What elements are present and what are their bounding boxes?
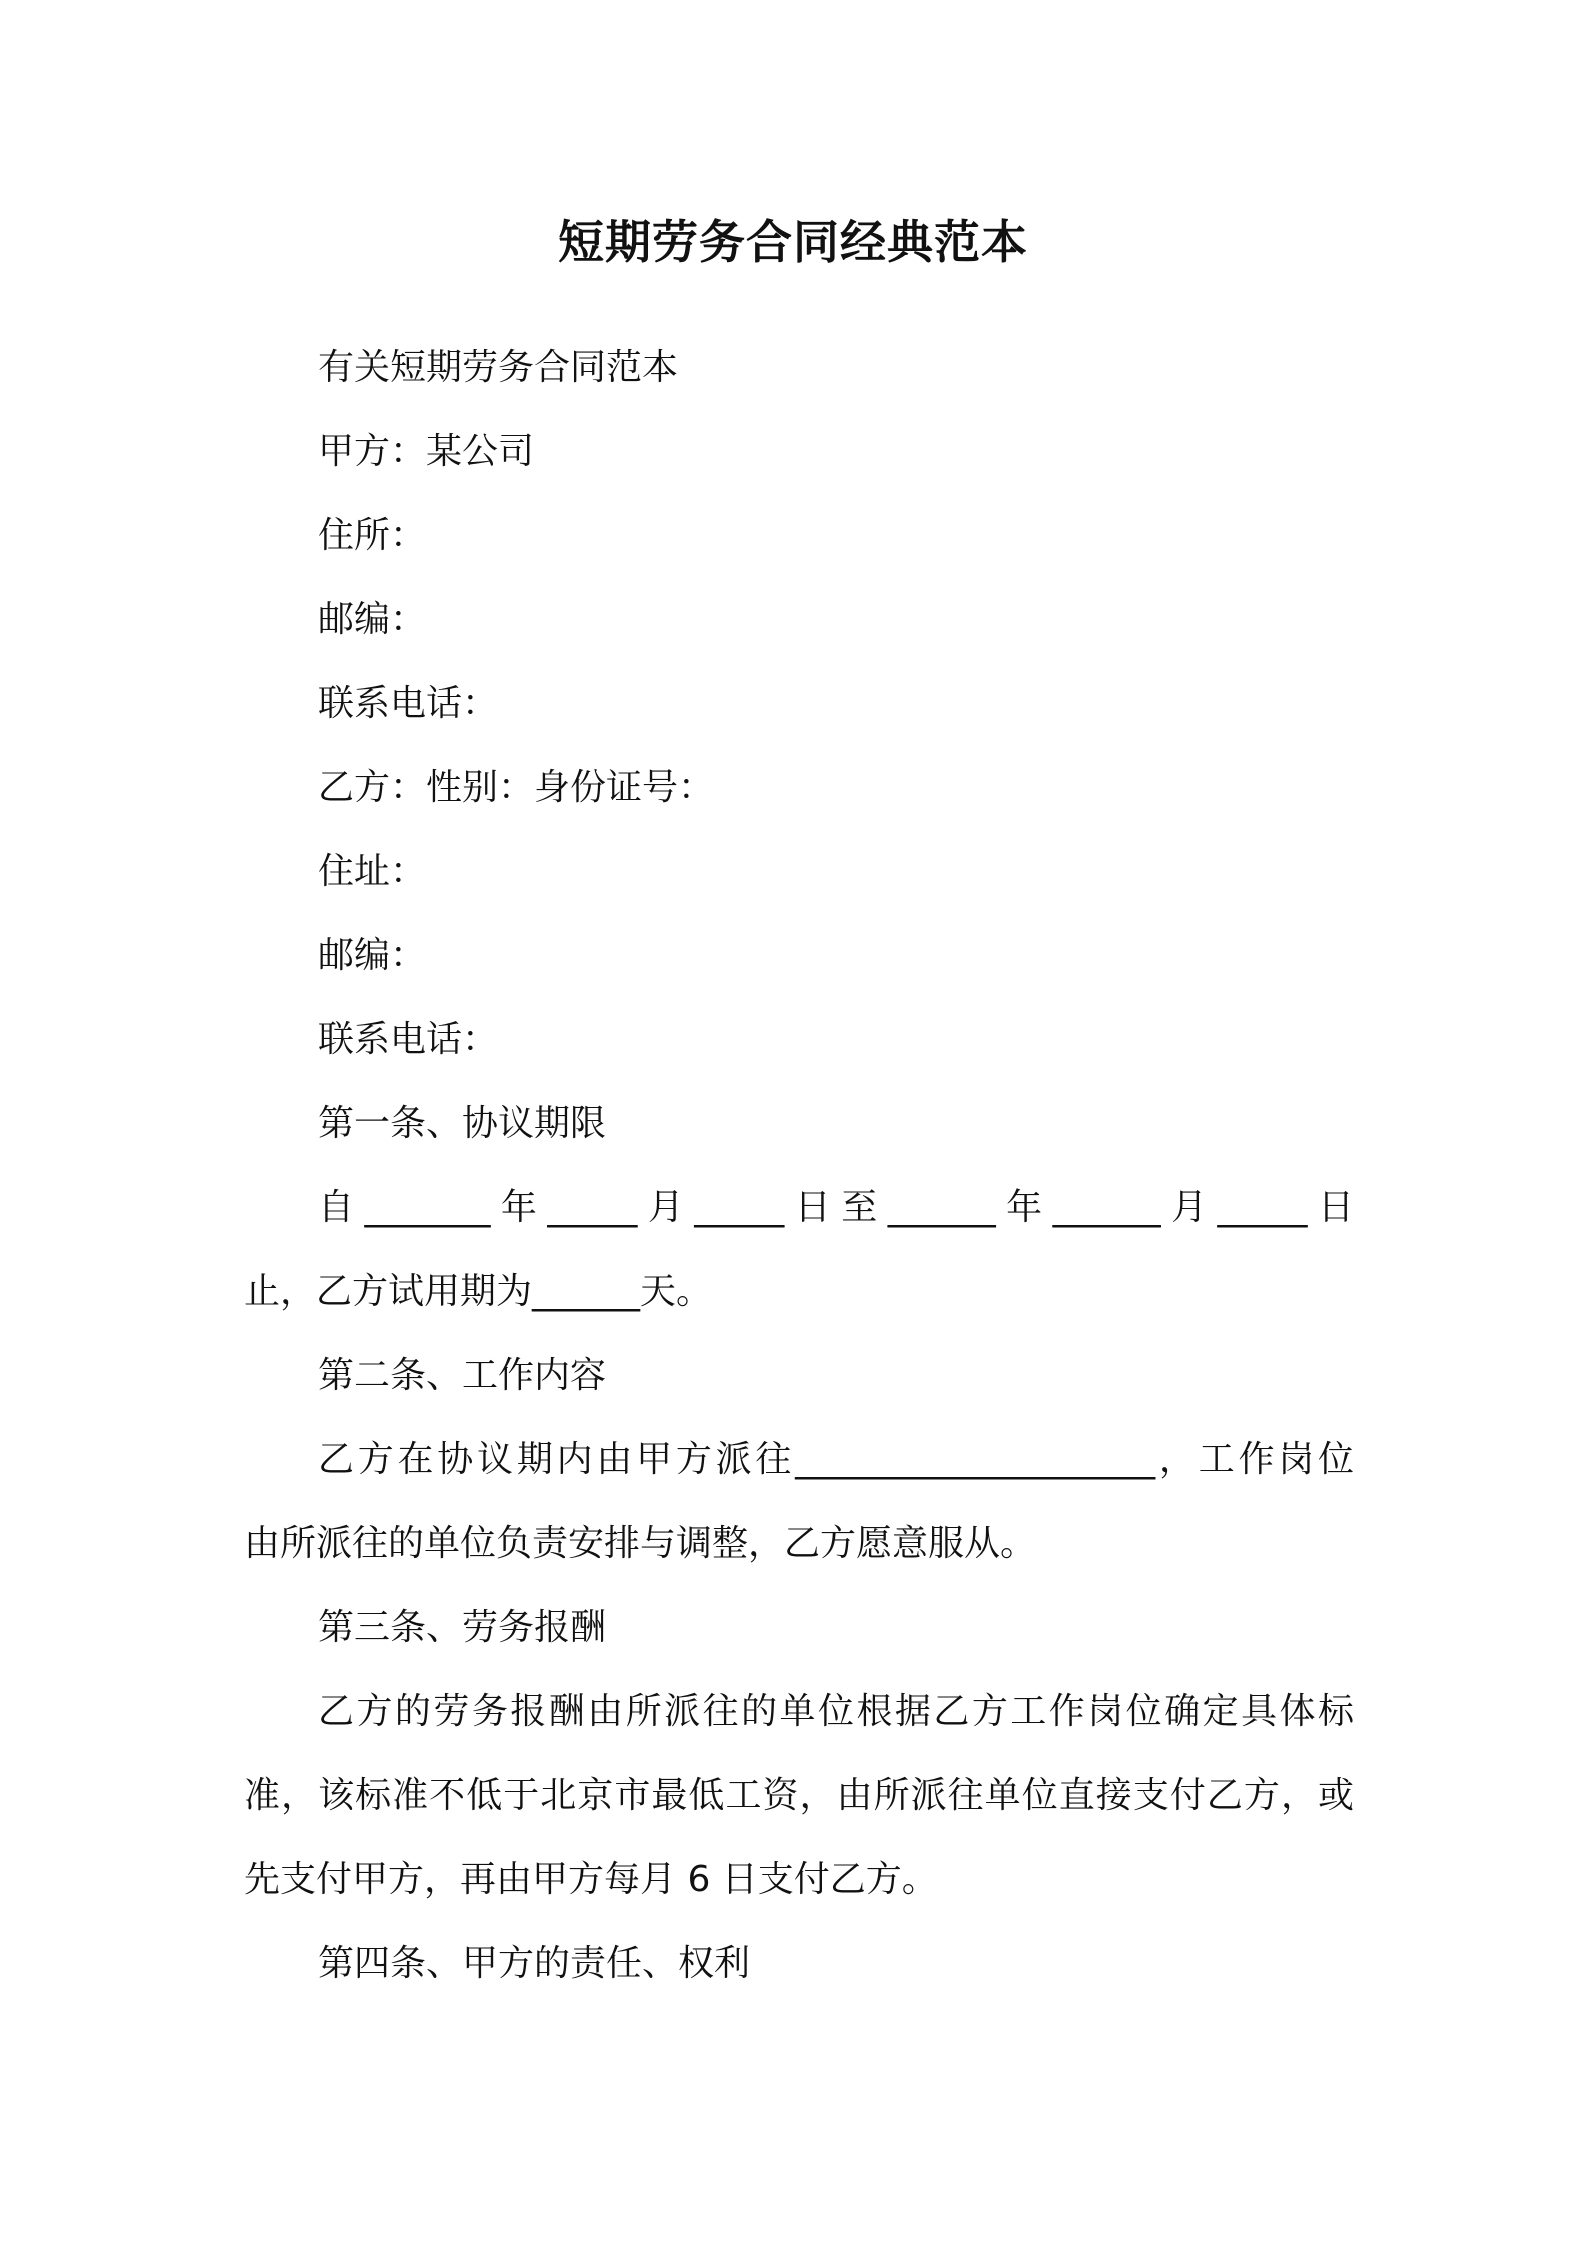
- party-a-phone-line: 联系电话：: [318, 683, 499, 724]
- article-3-heading: 第三条、劳务报酬: [318, 1607, 607, 1648]
- party-b-phone-line: 联系电话：: [318, 1019, 499, 1060]
- article-1-heading: 第一条、协议期限: [318, 1103, 607, 1144]
- article-4-heading: 第四条、甲方的责任、权利: [318, 1943, 751, 1984]
- document-title: 短期劳务合同经典范本: [558, 215, 1028, 269]
- party-a-postcode-line: 邮编：: [318, 599, 427, 640]
- party-b-address-line: 住址：: [318, 851, 427, 892]
- article-2-text-line-1: 乙方在协议期内由甲方派往____________________，工作岗位: [318, 1439, 1354, 1480]
- article-2-heading: 第二条、工作内容: [318, 1355, 607, 1396]
- document-body: [244, 326, 1354, 2006]
- subtitle-line: 有关短期劳务合同范本: [318, 347, 679, 388]
- article-2-text-line-2: 由所派往的单位负责安排与调整，乙方愿意服从。: [244, 1523, 1037, 1564]
- article-3-text-line-2: 准，该标准不低于北京市最低工资，由所派往单位直接支付乙方，或: [244, 1775, 1354, 1816]
- party-b-line: 乙方：性别：身份证号：: [318, 767, 715, 808]
- party-a-line: 甲方：某公司: [318, 431, 535, 472]
- article-1-text-line-2: 止，乙方试用期为______天。: [244, 1271, 713, 1312]
- article-3-text-line-1: 乙方的劳务报酬由所派往的单位根据乙方工作岗位确定具体标: [318, 1691, 1354, 1732]
- party-a-address-line: 住所：: [318, 515, 427, 556]
- article-3-text-line-3: 先支付甲方，再由甲方每月 6 日支付乙方。: [244, 1859, 938, 1900]
- article-1-text-line-1: 自_______年_____月_____日至______年______月_____日: [318, 1187, 1355, 1228]
- party-b-postcode-line: 邮编：: [318, 935, 427, 976]
